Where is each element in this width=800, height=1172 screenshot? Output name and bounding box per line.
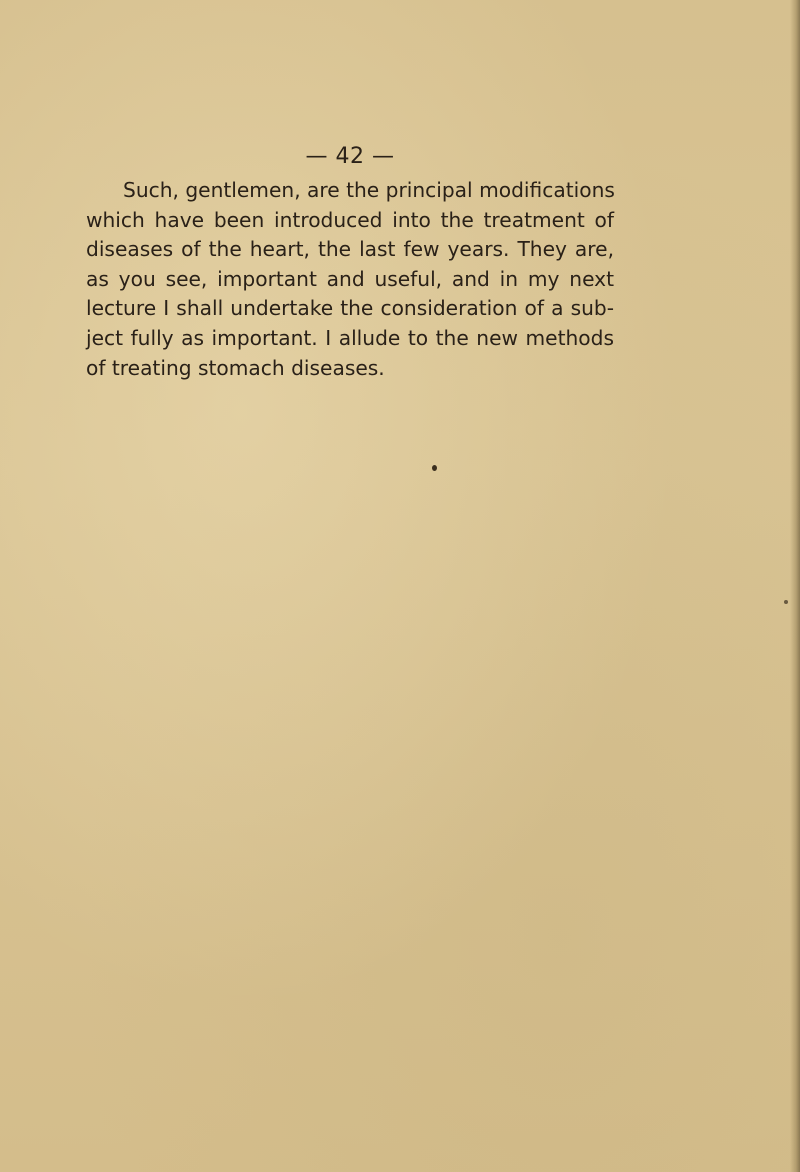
ink-speck — [784, 600, 788, 604]
text-line: ject fully as important. I allude to the new methods — [86, 325, 614, 350]
page-number: — 42 — — [305, 144, 395, 169]
text-line: diseases of the heart, the last few years. They are, — [86, 237, 614, 262]
text-line: as you see, important and useful, and in my next — [86, 266, 614, 291]
body-paragraph — [86, 176, 614, 383]
text-line: lecture I shall undertake the consideration of a sub- — [86, 296, 614, 321]
page-edge-shadow — [790, 0, 800, 1172]
text-line: which have been introduced into the treatment of — [86, 207, 614, 232]
ink-speck — [432, 465, 437, 471]
text-line: Such, gentlemen, are the principal modifications — [123, 178, 615, 202]
text-line: of treating stomach diseases. — [86, 355, 385, 380]
